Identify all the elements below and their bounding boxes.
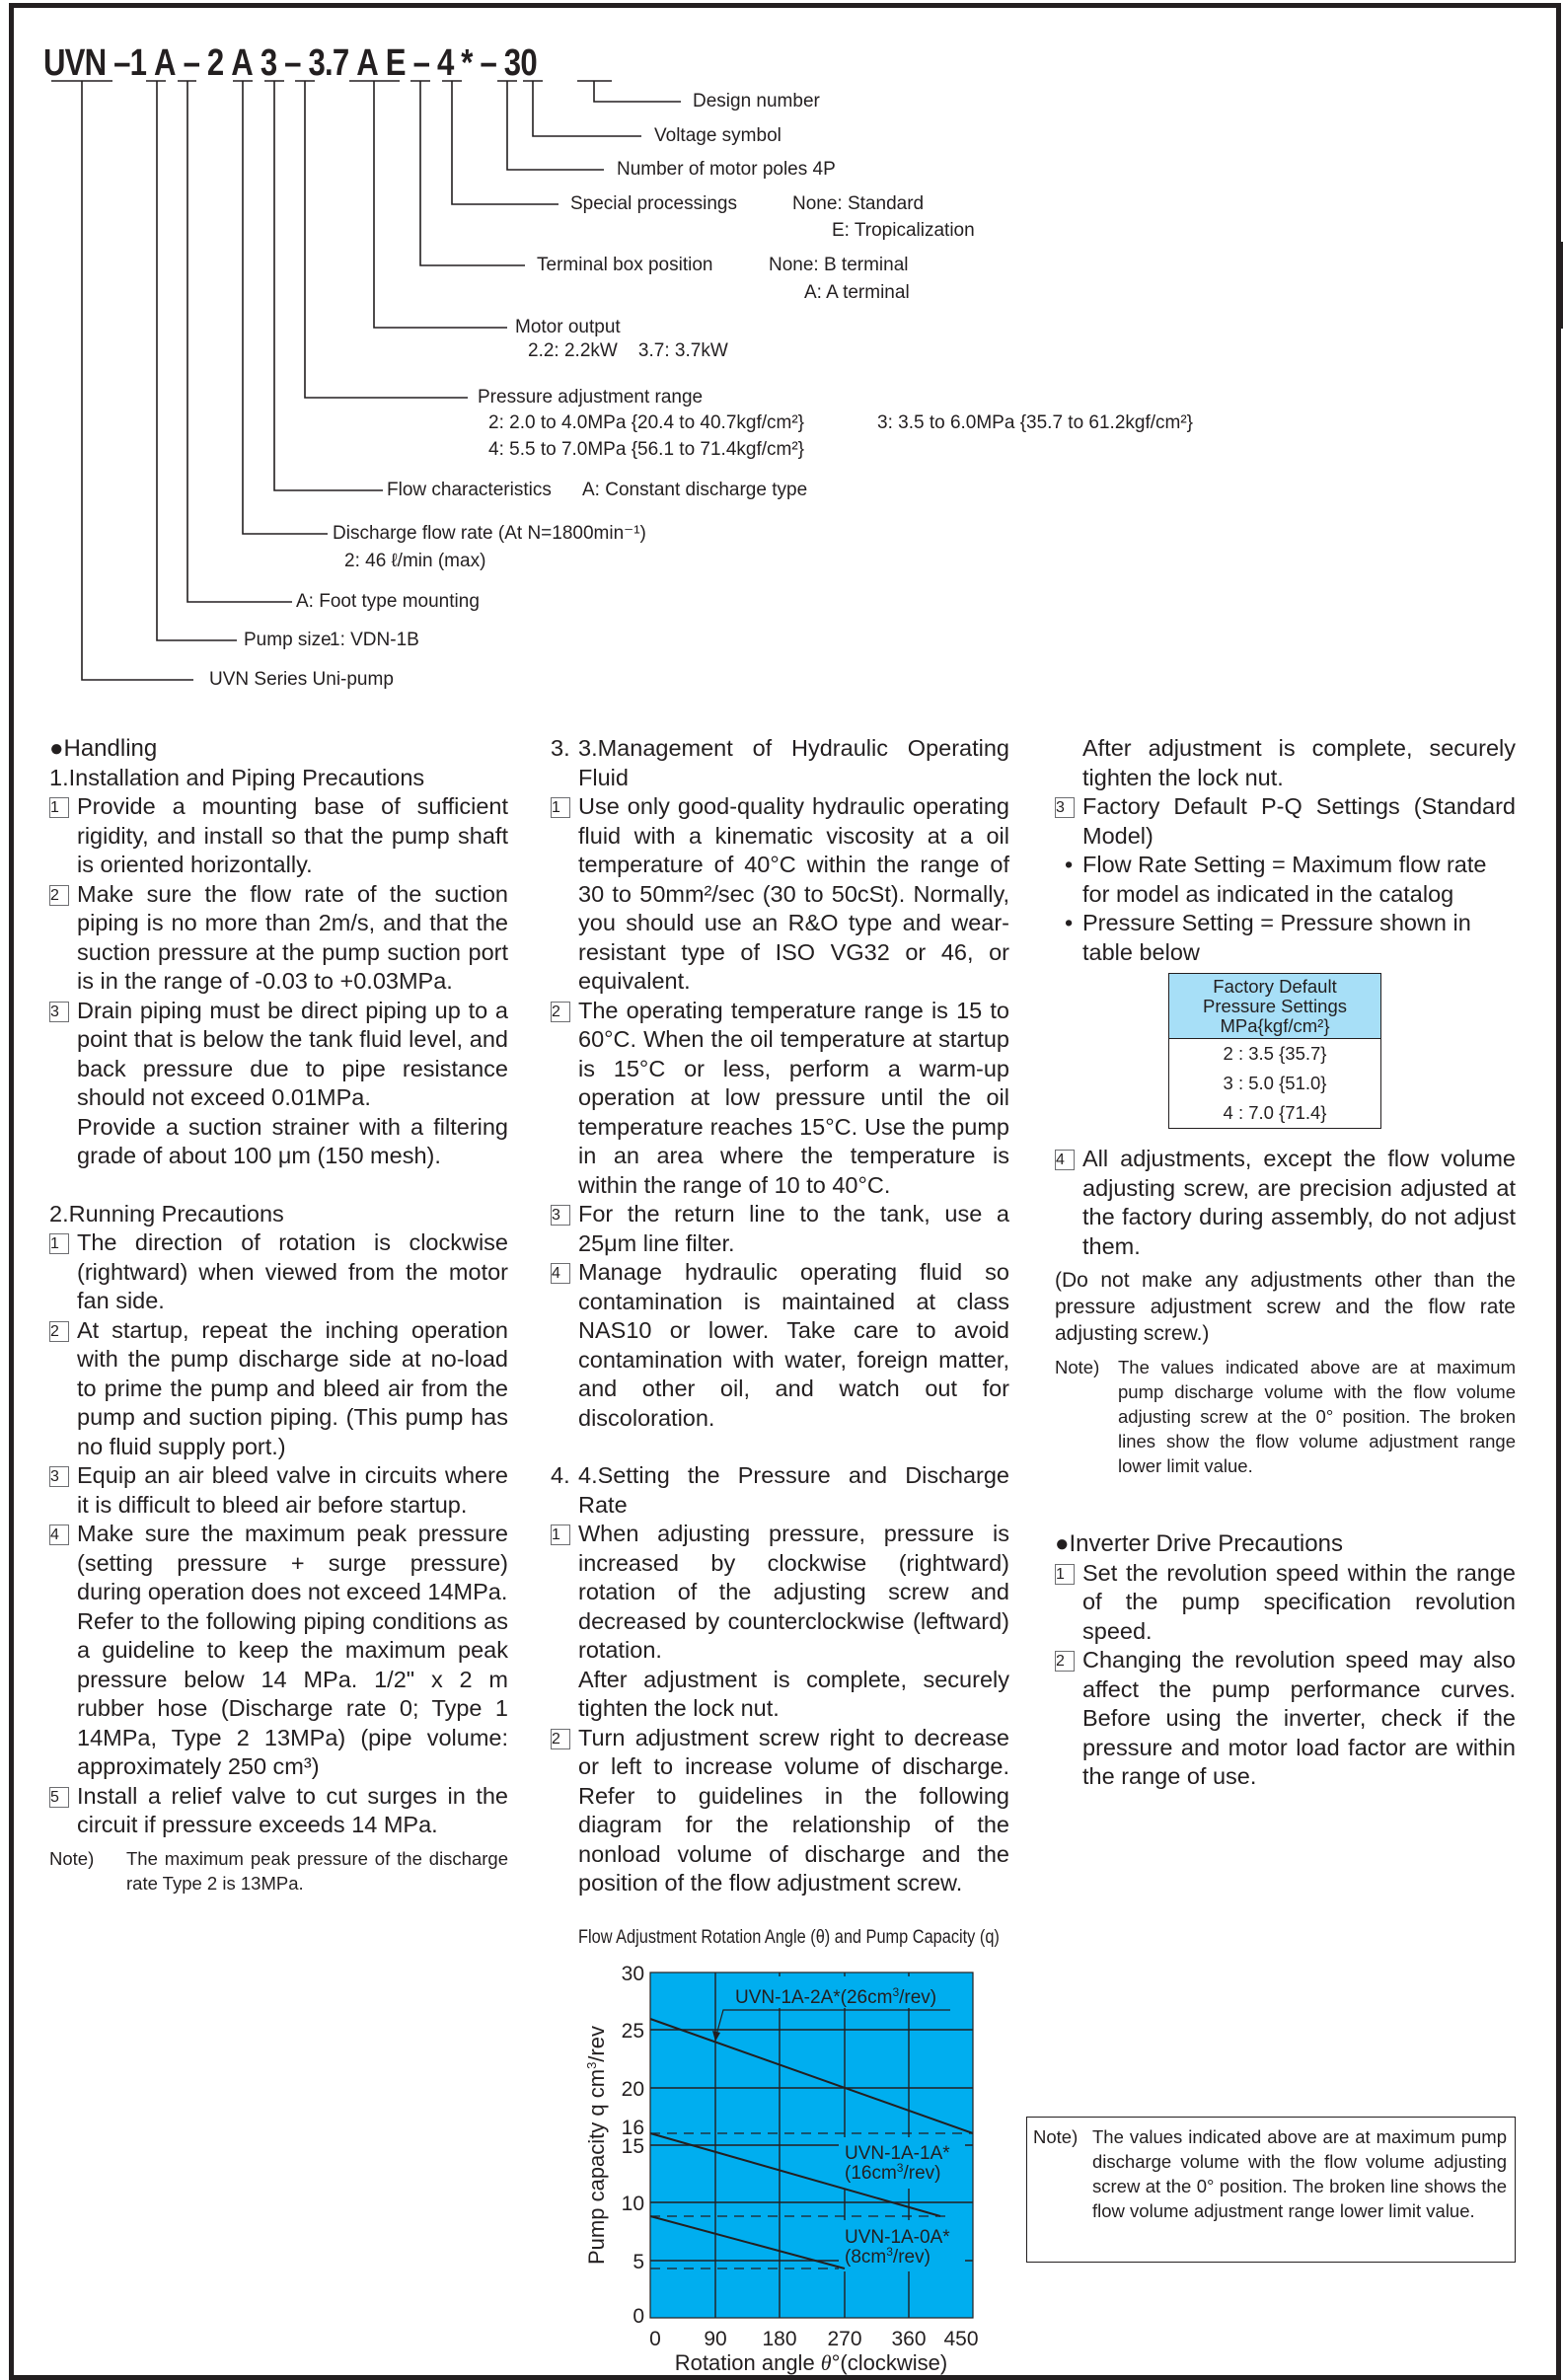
handling-heading: ●Handling — [49, 735, 158, 762]
pressure-option-2: 2: 2.0 to 4.0MPa {20.4 to 40.7kgf/cm²} — [488, 412, 805, 433]
model-code: UVN –1 A – 2 A 3 – 3.7 A E – 4 * – 30 — [43, 42, 537, 84]
s3-item-2: 2 The operating temperature range is 15 to 60°C. When the oil temperature at startup is 15°C or less, perform a warm-up operation at low pressure until the oil temperature reaches 15°C. Use the pump in an area where the temperature is within the range of 10 to 40°C. — [552, 997, 1009, 1198]
field-voltage-symbol: Voltage symbol — [654, 125, 782, 146]
svg-text:180: 180 — [762, 2328, 797, 2350]
s4-item-4: 4 All adjustments, except the flow volume adjusting screw, are precision adjusted at the factory during assembly, do not adjust them. — [1056, 1146, 1516, 1259]
label-1A: UVN-1A-1A* — [845, 2143, 950, 2164]
section-3-title: 3. 3.Management of Hydraulic Operating Fluid — [551, 735, 1009, 790]
table-row: 3 : 5.0 {51.0} — [1223, 1073, 1327, 1093]
s1-item-3: 3 Drain piping must be direct piping up to a point that is below the tank fluid level, and back pressure due to pipe resistance should not exceed 0.01MPa. — [50, 997, 508, 1110]
field-flow-characteristics: Flow characteristics — [387, 480, 552, 500]
s4-item-3: 3 Factory Default P-Q Settings (Standard Model) — [1056, 793, 1516, 849]
pressure-option-3: 3: 3.5 to 6.0MPa {35.7 to 61.2kgf/cm²} — [877, 412, 1194, 433]
table-header: Factory Default Pressure Settings MPa{kgf/cm²} — [1169, 974, 1381, 1039]
s3-item-1: 1 Use only good-quality hydraulic operating fluid with a kinematic viscosity at a oil temperature of 40°C within the range of 30 to 50mm²/sec (30 to 50cSt). Normally, you should use an R&O type and wear-resistant type of ISO VG32 or 46, or equivalent. — [552, 793, 1009, 994]
label-1A-cap: $(16cm^3/rev)$ — [845, 2161, 941, 2184]
x-axis-label: Rotation angle θ°(clockwise) — [674, 2350, 948, 2375]
field-design-number: Design number — [693, 91, 820, 112]
s2-item-4: 4 Make sure the maximum peak pressure (setting pressure + surge pressure) during operation does not exceed 14MPa. — [50, 1521, 508, 1604]
s2-note: Note) The maximum peak pressure of the discharge rate Type 2 is 13MPa. — [49, 1847, 508, 1894]
s4-item-2-cont: After adjustment is complete, securely tighten the lock nut. — [1082, 735, 1516, 790]
svg-text:0: 0 — [633, 2305, 644, 2328]
svg-text:25: 25 — [621, 2020, 644, 2043]
s4-note: Note) The values indicated above are at maximum pump discharge volume with the flow volume adjusting screw at the 0° position. The broken lines show the flow volume adjustment range lower limit value. — [1055, 1357, 1516, 1476]
svg-text:10: 10 — [621, 2193, 644, 2215]
label-2A: UVN-$1A-2A*(26cm^3/rev)$ — [735, 1985, 937, 2008]
label-0A-cap: $(8cm^3/rev)$ — [845, 2245, 930, 2268]
svg-text:450: 450 — [943, 2328, 979, 2350]
special-option-standard: None: Standard — [792, 193, 925, 214]
s1-item-3-cont: Provide a suction strainer with a filtering grade of about 100 μm (150 mesh). — [77, 1113, 508, 1168]
s2-item-4-cont: Refer to the following piping conditions as a guideline to keep the maximum peak pressure below 14 MPa. 1/2" x 2 m rubber hose (Discharge rate 0; Type 1 14MPa, Type 2 13MPa) (pipe volume: approximately 250 cm³) — [77, 1607, 508, 1779]
section-2-title: 2.Running Precautions — [49, 1200, 284, 1227]
chart-title: Flow Adjustment Rotation Angle (θ) and Pump Capacity (q) — [578, 1927, 1000, 1948]
field-series: UVN Series Uni-pump — [209, 669, 394, 690]
s3-item-3: 3 For the return line to the tank, use a 25μm line filter. — [552, 1201, 1009, 1256]
flow-char-option: A: Constant discharge type — [582, 480, 808, 500]
section-4-title: 4. 4.Setting the Pressure and Discharge Rate — [551, 1462, 1009, 1518]
y-tick-labels — [622, 1963, 644, 2328]
column-2 — [551, 734, 1009, 1898]
section-1-title: 1.Installation and Piping Precautions — [49, 764, 425, 790]
field-terminal-box: Terminal box position — [537, 255, 713, 275]
x-tick-labels — [649, 2328, 978, 2350]
column-1 — [49, 734, 508, 1896]
bullet-icon: ● — [1055, 1530, 1070, 1557]
field-pressure-range: Pressure adjustment range — [478, 387, 704, 408]
field-discharge-flow-rate: Discharge flow rate (At N=1800min⁻¹) — [333, 523, 646, 544]
discharge-option: 2: 46 ℓ/min (max) — [344, 551, 486, 571]
s4-item-1: 1 When adjusting pressure, pressure is increased by clockwise (rightward) rotation of the adjusting screw and decreased by counterclockwise (leftward) rotation. — [552, 1521, 1009, 1663]
svg-text:0: 0 — [649, 2328, 661, 2350]
table-row: 4 : 7.0 {71.4} — [1223, 1102, 1327, 1123]
s2-item-5: 5 Install a relief valve to cut surges in the circuit if pressure exceeds 14 MPa. — [50, 1782, 508, 1837]
inverter-item-1: 1 Set the revolution speed within the range of the pump specification revolution speed. — [1056, 1559, 1516, 1644]
pressure-option-4: 4: 5.5 to 7.0MPa {56.1 to 71.4kgf/cm²} — [488, 439, 805, 460]
svg-text:20: 20 — [621, 2078, 644, 2101]
svg-text:15: 15 — [621, 2135, 644, 2158]
svg-text:5: 5 — [633, 2251, 644, 2273]
inverter-heading: ●Inverter Drive Precautions — [1055, 1530, 1343, 1557]
pump-size-option: 1: VDN-1B — [330, 630, 419, 650]
inverter-item-2: 2 Changing the revolution speed may also affect the pump performance curves. Before using the inverter, check if the pressure and motor load factor are within the range of use. — [1056, 1647, 1516, 1789]
s4-item-1-cont: After adjustment is complete, securely tighten the lock nut. — [578, 1666, 1009, 1721]
column-3 — [1055, 734, 1516, 1792]
svg-text:16: 16 — [621, 2117, 644, 2139]
s1-item-2: 2 Make sure the flow rate of the suction piping is no more than 2m/s, and that the suction pressure at the pump suction port is in the range of -0.03 to +0.03MPa. — [50, 880, 508, 994]
s4-item-2: 2 Turn adjustment screw right to decrease or left to increase volume of discharge. Refer to guidelines in the following diagram for the relationship of the nonload volume of discharge and the position of the flow adjustment screw. — [552, 1724, 1009, 1896]
s2-item-3: 3 Equip an air bleed valve in circuits where it is difficult to bleed air before startup. — [50, 1462, 508, 1518]
factory-pressure-table — [1168, 973, 1381, 1129]
terminal-option-b: None: B terminal — [769, 255, 909, 275]
special-option-tropicalization: E: Tropicalization — [832, 220, 975, 241]
s4-bullet-pressure: • Pressure Setting = Pressure shown in table below — [1065, 910, 1471, 965]
svg-text:360: 360 — [891, 2328, 927, 2350]
bullet-icon: ● — [49, 735, 64, 762]
field-motor-poles: Number of motor poles 4P — [617, 159, 836, 180]
s2-item-2: 2 At startup, repeat the inching operation with the pump discharge side at no-load to prime the pump and bleed air from the pump and suction piping. (This pump has no fluid supply port.) — [50, 1316, 508, 1459]
field-pump-size: Pump size — [244, 630, 332, 650]
svg-text:90: 90 — [704, 2328, 727, 2350]
label-0A: UVN-1A-0A* — [845, 2227, 950, 2248]
s3-item-4: 4 Manage hydraulic operating fluid so contamination is maintained at class NAS10 or lower. Take care to avoid contamination with water, foreign matter, and other oil, and watch out for discoloration. — [552, 1259, 1009, 1431]
y-axis-label: Pump capacity q $cm^3$/rev — [584, 2026, 609, 2265]
field-foot-mounting: A: Foot type mounting — [296, 591, 480, 612]
field-special-processings: Special processings — [570, 193, 737, 214]
s2-item-1: 1 The direction of rotation is clockwise (rightward) when viewed from the motor fan side. — [50, 1229, 508, 1313]
terminal-option-a: A: A terminal — [804, 282, 910, 303]
svg-text:30: 30 — [621, 1963, 644, 1985]
motor-output-options: 2.2: 2.2kW 3.7: 3.7kW — [528, 340, 728, 361]
svg-text:270: 270 — [827, 2328, 862, 2350]
chart-note-box: Note) The values indicated above are at maximum pump discharge volume with the flow volume adjusting screw at the 0° position. The broken line shows the flow volume adjustment range lower limit value. — [1026, 2117, 1516, 2263]
s4-paren-note: (Do not make any adjustments other than the pressure adjustment screw and the flow rate adjusting screw.) — [1055, 1269, 1516, 1345]
flow-capacity-chart — [572, 1954, 1006, 2378]
s1-item-1: 1 Provide a mounting base of sufficient rigidity, and install so that the pump shaft is oriented horizontally. — [50, 793, 508, 877]
s4-bullet-flow: • Flow Rate Setting = Maximum flow rate for model as indicated in the catalog — [1065, 852, 1487, 907]
field-motor-output: Motor output — [515, 317, 621, 337]
table-row: 2 : 3.5 {35.7} — [1223, 1043, 1327, 1064]
